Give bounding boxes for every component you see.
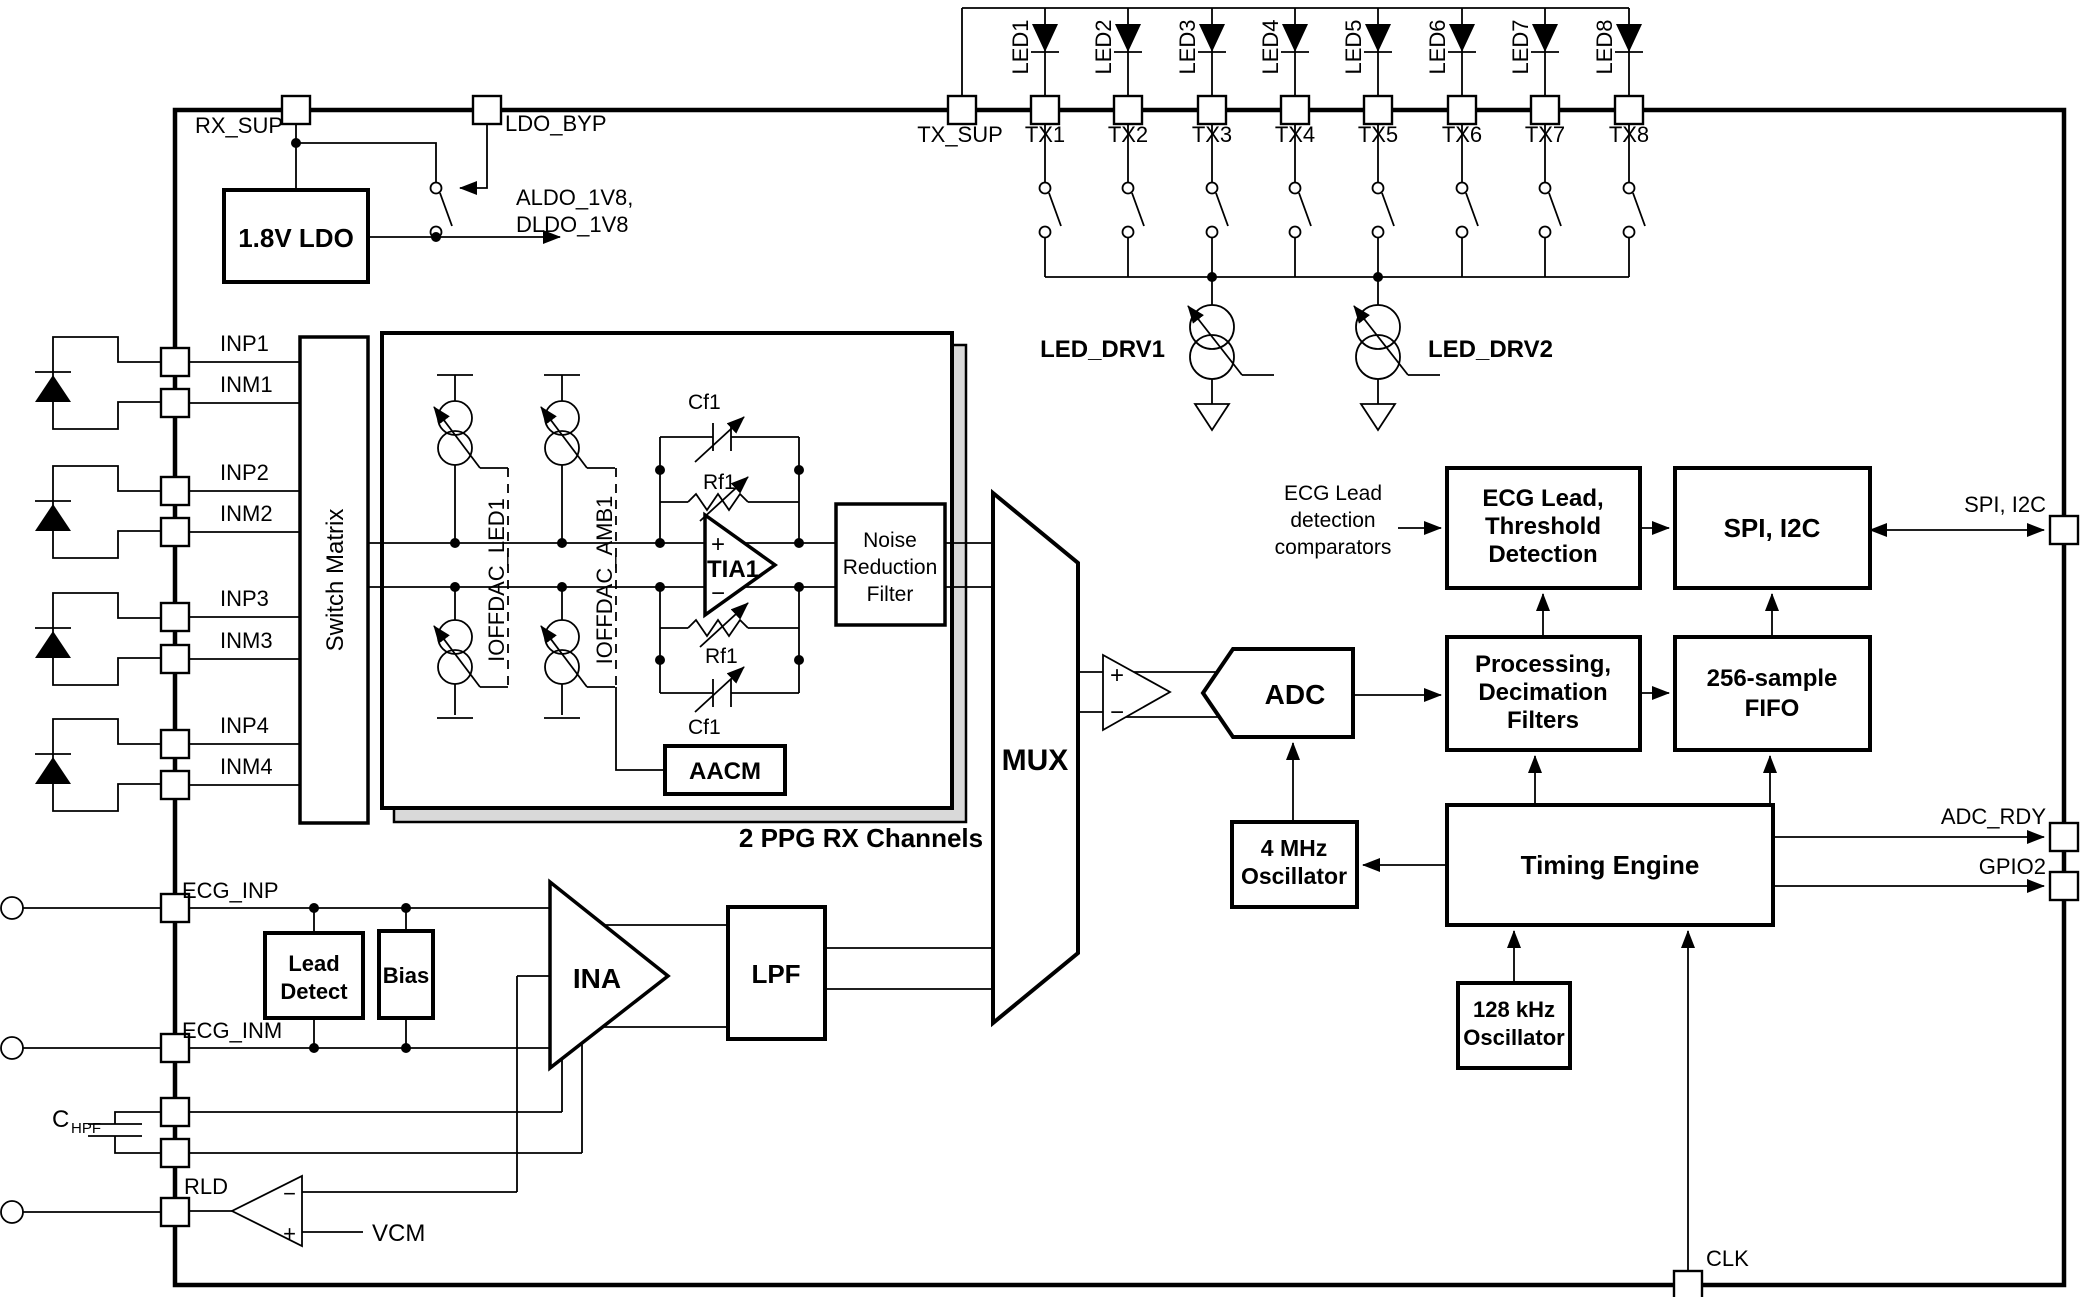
inp3-label: INP3: [220, 586, 269, 611]
tx5-label: TX5: [1357, 122, 1399, 147]
ppg-channels-caption: 2 PPG RX Channels: [738, 823, 984, 853]
pin-tx2: [1114, 96, 1142, 124]
inm2-label: INM2: [220, 501, 273, 526]
pin-rx-sup: [282, 96, 310, 124]
tx2-label: TX2: [1107, 122, 1149, 147]
comparators-note-3: comparators: [1274, 536, 1392, 559]
tx7-label: TX7: [1524, 122, 1566, 147]
led1-label: LED1: [1008, 19, 1033, 75]
photodiode4-icon: [35, 719, 160, 811]
led5-diode-icon: [1364, 8, 1392, 96]
pin-inp4: [161, 730, 189, 758]
inp1-label: INP1: [220, 331, 269, 356]
pin-inm2: [161, 518, 189, 546]
led7-label: LED7: [1508, 19, 1533, 75]
led-drv2-label: LED_DRV2: [1428, 336, 1553, 363]
pin-spi-i2c: [2050, 516, 2078, 544]
nrf-label-3: Filter: [866, 583, 914, 606]
tx1-label: TX1: [1024, 122, 1066, 147]
photodiode-input-section: [35, 331, 368, 823]
vcm-label: VCM: [372, 1220, 426, 1247]
ldo-label: 1.8V LDO: [238, 223, 354, 253]
cf1-bottom-label: Cf1: [688, 716, 721, 739]
tia-plus: +: [711, 531, 726, 558]
processing-label-3: Filters: [1506, 707, 1580, 734]
pin-inm1: [161, 389, 189, 417]
ldo-out-label-1: ALDO_1V8,: [516, 185, 634, 210]
nrf-label-2: Reduction: [842, 556, 938, 579]
pin-inp2: [161, 477, 189, 505]
led1-diode-icon: [1031, 8, 1059, 96]
pin-inp1: [161, 348, 189, 376]
rx-sup-label: RX_SUP: [195, 113, 284, 138]
osc-128khz-label-2: Oscillator: [1463, 1025, 1565, 1050]
processing-label-2: Decimation: [1478, 679, 1608, 706]
ecg-lead-label-1: ECG Lead,: [1482, 485, 1604, 512]
ecg-section: [1, 878, 993, 1247]
ecg-inm-electrode-icon: [1, 1037, 23, 1059]
ecg-inp-label: ECG_INP: [182, 878, 279, 903]
led-tx-section: [917, 8, 1649, 430]
tx-sup-label: TX_SUP: [917, 122, 1003, 147]
processing-label-1: Processing,: [1474, 651, 1612, 678]
inm4-label: INM4: [220, 754, 273, 779]
ioffdac-led1-label: IOFFDAC_LED1: [484, 498, 509, 662]
timing-engine-label: Timing Engine: [1520, 850, 1700, 880]
pin-chpf-bottom: [161, 1139, 189, 1167]
osc-128khz-label-1: 128 kHz: [1473, 997, 1555, 1022]
tia-minus: −: [711, 580, 726, 607]
cf1-top-label: Cf1: [688, 391, 721, 414]
buffer-minus: −: [1110, 699, 1125, 726]
pin-gpio2: [2050, 872, 2078, 900]
led8-label: LED8: [1592, 19, 1617, 75]
led4-label: LED4: [1258, 19, 1283, 75]
ecg-lead-label-3: Detection: [1488, 541, 1598, 568]
led-drv1-label: LED_DRV1: [1040, 336, 1165, 363]
pin-tx4: [1281, 96, 1309, 124]
rld-plus: +: [283, 1221, 296, 1246]
switch-matrix-label: Switch Matrix: [322, 508, 349, 652]
adc-rdy-pin-label: ADC_RDY: [1940, 804, 2046, 829]
pin-inm3: [161, 645, 189, 673]
photodiode1-icon: [35, 337, 160, 429]
fifo-label-1: 256-sample: [1706, 665, 1838, 692]
digital-section: [1275, 468, 2078, 1297]
chpf-label: C: [52, 1106, 70, 1133]
pin-tx1: [1031, 96, 1059, 124]
spi-i2c-block-label: SPI, I2C: [1723, 513, 1821, 543]
clk-pin-label: CLK: [1706, 1246, 1749, 1271]
osc-4mhz-label-1: 4 MHz: [1260, 835, 1328, 861]
lead-detect-label-1: Lead: [288, 951, 340, 976]
led3-label: LED3: [1175, 19, 1200, 75]
lead-detect-label-2: Detect: [280, 979, 348, 1004]
adc-label: ADC: [1264, 679, 1326, 710]
ldo-byp-label: LDO_BYP: [505, 111, 607, 136]
mux-label: MUX: [1001, 744, 1069, 777]
ecg-inp-electrode-icon: [1, 897, 23, 919]
comparators-note-1: ECG Lead: [1283, 482, 1383, 505]
led2-label: LED2: [1091, 19, 1116, 75]
led4-diode-icon: [1281, 8, 1309, 96]
rf1-bottom-label: Rf1: [705, 645, 738, 668]
pin-inp3: [161, 603, 189, 631]
nrf-label-1: Noise: [863, 529, 917, 552]
pin-clk: [1674, 1271, 1702, 1297]
lpf-label: LPF: [751, 959, 801, 989]
led6-label: LED6: [1425, 19, 1450, 75]
led6-diode-icon: [1448, 8, 1476, 96]
aacm-label: AACM: [689, 758, 761, 785]
ldo-bypass-switch-icon: [431, 183, 442, 194]
gpio2-pin-label: GPIO2: [1978, 854, 2046, 879]
tx4-label: TX4: [1274, 122, 1316, 147]
pin-tx3: [1198, 96, 1226, 124]
pin-tx6: [1448, 96, 1476, 124]
photodiode3-icon: [35, 593, 160, 685]
rf1-top-label: Rf1: [703, 471, 736, 494]
buffer-plus: +: [1110, 662, 1125, 689]
ldo-out-label-2: DLDO_1V8: [516, 212, 629, 237]
led7-diode-icon: [1531, 8, 1559, 96]
bias-label: Bias: [382, 963, 430, 988]
osc-4mhz-label-2: Oscillator: [1240, 863, 1348, 889]
pin-chpf-top: [161, 1098, 189, 1126]
comparators-note-2: detection: [1290, 509, 1376, 532]
inm3-label: INM3: [220, 628, 273, 653]
rld-minus: −: [283, 1181, 296, 1206]
fifo-block: [1675, 637, 1870, 750]
inm1-label: INM1: [220, 372, 273, 397]
photodiode2-icon: [35, 466, 160, 558]
led3-diode-icon: [1198, 8, 1226, 96]
ecg-lead-label-2: Threshold: [1484, 513, 1602, 540]
rld-electrode-icon: [1, 1201, 23, 1223]
tx3-label: TX3: [1191, 122, 1233, 147]
inp4-label: INP4: [220, 713, 269, 738]
tia-label: TIA1: [707, 556, 760, 583]
pin-inm4: [161, 771, 189, 799]
fifo-label-2: FIFO: [1744, 695, 1800, 722]
led8-diode-icon: [1615, 8, 1643, 96]
ldo-byp-control-arrow: [460, 124, 487, 188]
led5-label: LED5: [1341, 19, 1366, 75]
ina-label: INA: [572, 963, 622, 994]
inp2-label: INP2: [220, 460, 269, 485]
ecg-inm-label: ECG_INM: [182, 1018, 283, 1043]
ioffdac-amb1-label: IOFFDAC_AMB1: [592, 495, 617, 665]
pin-tx5: [1364, 96, 1392, 124]
pin-tx8: [1615, 96, 1643, 124]
led-drv1-current-source-icon: [1188, 272, 1274, 430]
ppg-rx-channel: [368, 333, 993, 853]
rld-pin-label: RLD: [184, 1174, 229, 1199]
spi-pin-label: SPI, I2C: [1964, 492, 2046, 517]
pin-ldo-byp: [473, 96, 501, 124]
pin-adc-rdy: [2050, 823, 2078, 851]
signal-chain: [993, 493, 1447, 1023]
power-section: [195, 96, 633, 282]
pin-tx7: [1531, 96, 1559, 124]
led2-diode-icon: [1114, 8, 1142, 96]
pin-tx-sup: [948, 96, 976, 124]
tx8-label: TX8: [1608, 122, 1650, 147]
pin-rld: [161, 1198, 189, 1226]
chpf-label-sub: HPF: [71, 1120, 101, 1137]
tx6-label: TX6: [1441, 122, 1483, 147]
